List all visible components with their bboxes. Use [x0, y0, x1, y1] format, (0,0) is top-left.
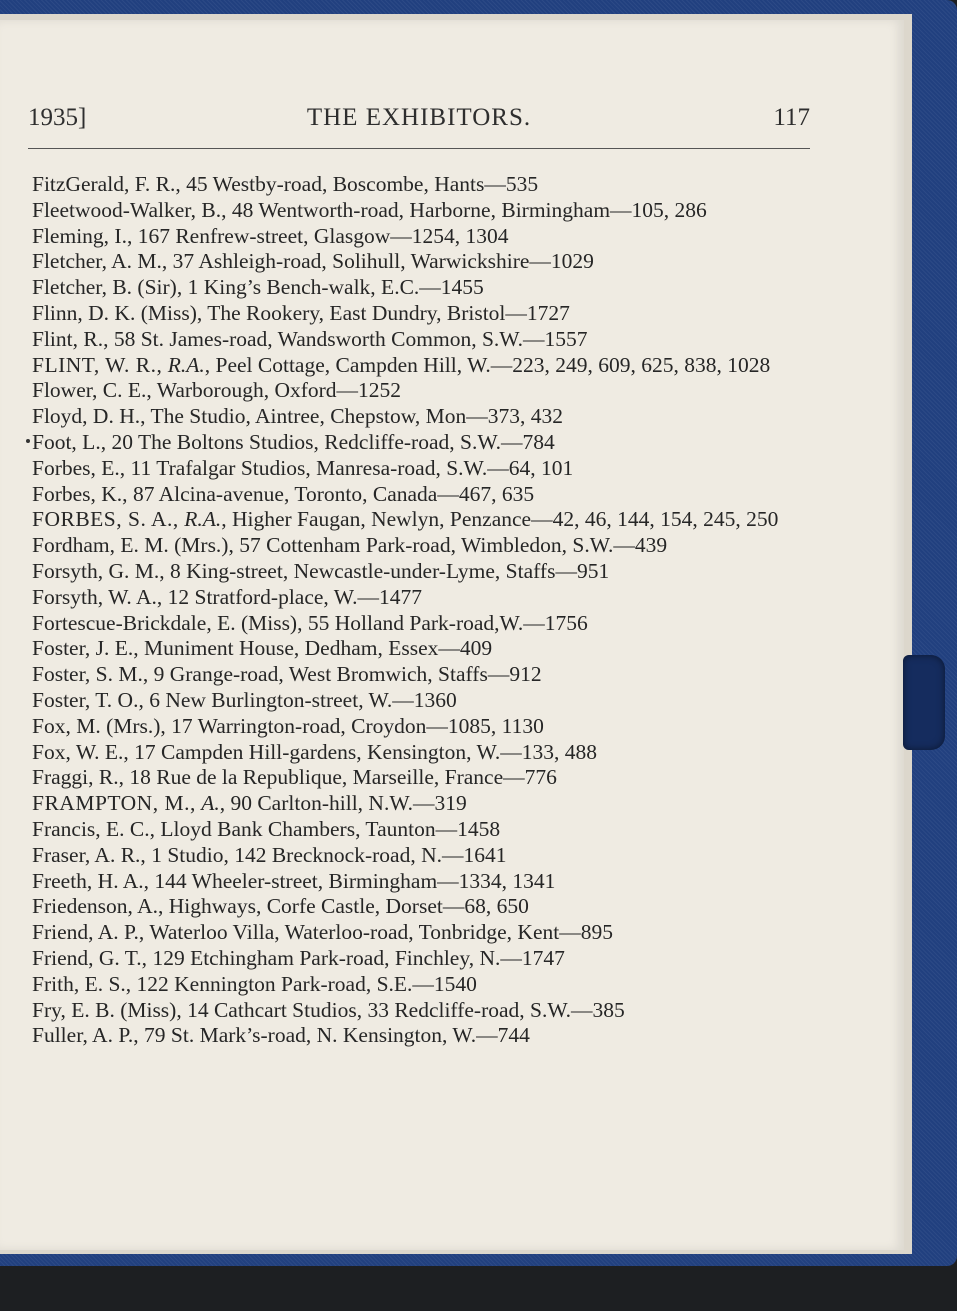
exhibitor-entry	[32, 869, 812, 895]
exhibitor-name: Foster, S. M.,	[32, 662, 149, 687]
exhibitor-details: 12 Stratford-place, W.—1477	[167, 584, 422, 609]
exhibitor-entry	[32, 353, 812, 379]
exhibitor-entry	[32, 275, 812, 301]
exhibitor-name: Fletcher, B. (Sir),	[32, 275, 183, 300]
exhibitor-name: Forsyth, G. M.,	[32, 558, 165, 583]
exhibitor-details: 37 Ashleigh-road, Solihull, Warwickshire—1029	[172, 249, 594, 274]
exhibitor-name: Fortescue-Brickdale, E. (Miss),	[32, 610, 303, 635]
exhibitor-name: Fry, E. B. (Miss),	[32, 997, 182, 1022]
exhibitor-name: Fleetwood-Walker, B.,	[32, 197, 227, 222]
exhibitor-name: FLINT, W. R.,	[32, 352, 163, 377]
exhibitor-details: 20 The Boltons Studios, Redcliffe-road, S.W.—784	[111, 429, 555, 454]
page-title: THE EXHIBITORS.	[306, 104, 532, 131]
exhibitor-entry	[32, 636, 812, 662]
margin-dot	[26, 439, 30, 443]
exhibitor-details: 6 New Burlington-street, W.—1360	[149, 687, 457, 712]
exhibitor-name: Frith, E. S.,	[32, 971, 132, 996]
header-year: 1935]	[28, 104, 87, 131]
exhibitor-name: Friedenson, A.,	[32, 894, 164, 919]
exhibitor-details: 48 Wentworth-road, Harborne, Birmingham—105, 286	[231, 197, 707, 222]
exhibitor-name: Floyd, D. H.,	[32, 404, 146, 429]
exhibitor-entry	[32, 378, 812, 404]
exhibitor-name: Fuller, A. P.,	[32, 1023, 139, 1048]
exhibitor-entry	[32, 301, 812, 327]
exhibitor-name: Foster, J. E.,	[32, 636, 139, 661]
exhibitor-name: Forbes, E.,	[32, 455, 126, 480]
exhibitor-list	[32, 172, 812, 1049]
exhibitor-details: 8 King-street, Newcastle-under-Lyme, Staffs—951	[169, 558, 610, 583]
exhibitor-name: Flower, C. E.,	[32, 378, 152, 403]
exhibitor-entry	[32, 585, 812, 611]
exhibitor-details: 14 Cathcart Studios, 33 Redcliffe-road, S.W.—385	[187, 997, 625, 1022]
exhibitor-entry	[32, 482, 812, 508]
exhibitor-entry	[32, 456, 812, 482]
academy-title: A.	[201, 791, 220, 816]
exhibitor-details: 45 Westby-road, Boscombe, Hants—535	[186, 172, 539, 196]
exhibitor-details: 18 Rue de la Republique, Marseille, France—776	[129, 765, 557, 790]
exhibitor-details: 57 Cottenham Park-road, Wimbledon, S.W.—439	[239, 533, 668, 558]
exhibitor-entry	[32, 972, 812, 998]
exhibitor-name: Freeth, H. A.,	[32, 868, 150, 893]
exhibitor-name: Francis, E. C.,	[32, 816, 156, 841]
exhibitor-details: 11 Trafalgar Studios, Manresa-road, S.W.—64, 101	[130, 455, 574, 480]
exhibitor-entry	[32, 662, 812, 688]
academy-title: R.A.	[184, 507, 222, 532]
exhibitor-details: , Higher Faugan, Newlyn, Penzance—42, 46, 144, 154, 245, 250	[221, 507, 779, 532]
exhibitor-entry	[32, 791, 812, 817]
exhibitor-details: Warborough, Oxford—1252	[156, 378, 402, 403]
exhibitor-entry	[32, 533, 812, 559]
exhibitor-details: , 90 Carlton-hill, N.W.—319	[219, 791, 467, 816]
exhibitor-details: 122 Kennington Park-road, S.E.—1540	[136, 971, 477, 996]
exhibitor-entry	[32, 740, 812, 766]
exhibitor-entry	[32, 430, 812, 456]
exhibitor-details: 17 Warrington-road, Croydon—1085, 1130	[171, 713, 544, 738]
exhibitor-name: Fox, M. (Mrs.),	[32, 713, 166, 738]
page-number: 117	[773, 104, 810, 131]
exhibitor-name: Fleming, I.,	[32, 223, 133, 248]
exhibitor-entry	[32, 817, 812, 843]
exhibitor-name: Friend, G. T.,	[32, 945, 148, 970]
exhibitor-name: Friend, A. P.,	[32, 920, 145, 945]
exhibitor-entry	[32, 198, 812, 224]
exhibitor-details: Muniment House, Dedham, Essex—409	[144, 636, 493, 661]
exhibitor-entry	[32, 946, 812, 972]
page-header	[28, 104, 810, 140]
exhibitor-name: Fox, W. E.,	[32, 739, 129, 764]
exhibitor-entry	[32, 611, 812, 637]
exhibitor-details: 1 King’s Bench-walk, E.C.—1455	[187, 275, 484, 300]
exhibitor-name: Fletcher, A. M.,	[32, 249, 168, 274]
exhibitor-entry	[32, 1023, 812, 1049]
exhibitor-entry	[32, 172, 812, 198]
exhibitor-details: 58 St. James-road, Wandsworth Common, S.W.—1557	[113, 326, 588, 351]
exhibitor-details: 79 St. Mark’s-road, N. Kensington, W.—744	[144, 1023, 530, 1048]
exhibitor-details: The Studio, Aintree, Chepstow, Mon—373, 432	[150, 404, 563, 429]
exhibitor-entry	[32, 920, 812, 946]
exhibitor-entry	[32, 404, 812, 430]
exhibitor-entry	[32, 714, 812, 740]
exhibitor-name: Fordham, E. M. (Mrs.),	[32, 533, 234, 558]
exhibitor-name: Fraggi, R.,	[32, 765, 124, 790]
exhibitor-entry	[32, 688, 812, 714]
exhibitor-details: 129 Etchingham Park-road, Finchley, N.—1747	[152, 945, 565, 970]
exhibitor-name: Foot, L.,	[32, 429, 107, 454]
exhibitor-name: FitzGerald, F. R.,	[32, 172, 181, 196]
exhibitor-entry	[32, 998, 812, 1024]
exhibitor-details: , Peel Cottage, Campden Hill, W.—223, 249, 609, 625, 838, 1028	[204, 352, 771, 377]
exhibitor-details: 144 Wheeler-street, Birmingham—1334, 1341	[154, 868, 556, 893]
exhibitor-details: 55 Holland Park-road,W.—1756	[307, 610, 588, 635]
exhibitor-name: FORBES, S. A.,	[32, 507, 179, 532]
exhibitor-entry	[32, 559, 812, 585]
exhibitor-details: 87 Alcina-avenue, Toronto, Canada—467, 635	[132, 481, 535, 506]
exhibitor-details: 1 Studio, 142 Brecknock-road, N.—1641	[151, 842, 507, 867]
exhibitor-name: Flinn, D. K. (Miss),	[32, 300, 203, 325]
exhibitor-name: Foster, T. O.,	[32, 687, 144, 712]
exhibitor-name: Fraser, A. R.,	[32, 842, 146, 867]
exhibitor-name: FRAMPTON, M.,	[32, 791, 196, 816]
exhibitor-entry	[32, 843, 812, 869]
exhibitor-name: Forbes, K.,	[32, 481, 128, 506]
exhibitor-details: The Rookery, East Dundry, Bristol—1727	[207, 300, 570, 325]
exhibitor-details: Lloyd Bank Chambers, Taunton—1458	[160, 816, 501, 841]
exhibitor-name: Flint, R.,	[32, 326, 109, 351]
exhibitor-entry	[32, 327, 812, 353]
exhibitor-name: Forsyth, W. A.,	[32, 584, 163, 609]
exhibitor-details: 167 Renfrew-street, Glasgow—1254, 1304	[137, 223, 509, 248]
exhibitor-details: Highways, Corfe Castle, Dorset—68, 650	[168, 894, 529, 919]
exhibitor-entry	[32, 507, 812, 533]
header-rule	[28, 148, 810, 149]
bookmark-ribbon	[903, 655, 945, 750]
exhibitor-entry	[32, 224, 812, 250]
exhibitor-entry	[32, 894, 812, 920]
exhibitor-details: 17 Campden Hill-gardens, Kensington, W.—133, 488	[134, 739, 597, 764]
exhibitor-entry	[32, 765, 812, 791]
exhibitor-details: Waterloo Villa, Waterloo-road, Tonbridge, Kent—895	[149, 920, 613, 945]
exhibitor-entry	[32, 249, 812, 275]
academy-title: R.A.	[167, 352, 205, 377]
exhibitor-details: 9 Grange-road, West Bromwich, Staffs—912	[153, 662, 542, 687]
